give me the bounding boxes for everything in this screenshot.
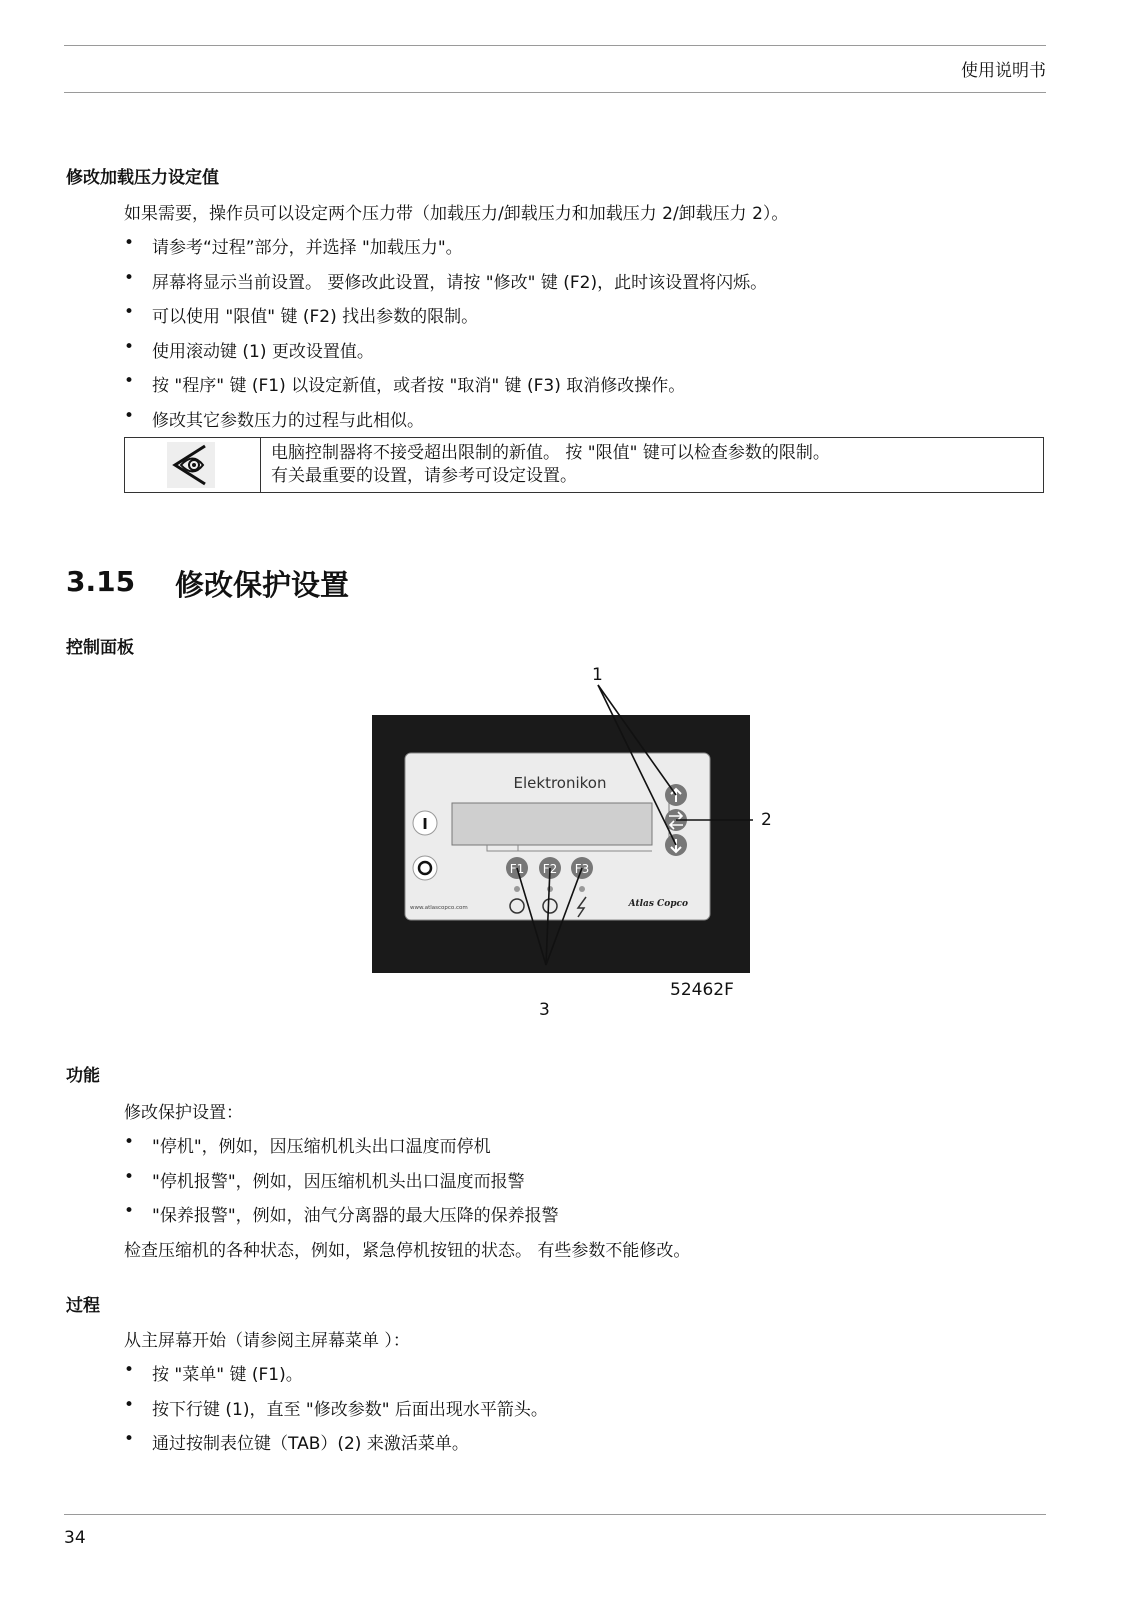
- list-item: • "停机"，例如，因压缩机机头出口温度而停机: [124, 1132, 559, 1167]
- list-item: • 修改其它参数压力的过程与此相似。: [124, 406, 767, 441]
- start-button-label: I: [422, 815, 428, 833]
- function-key-f1-label: F1: [509, 862, 525, 876]
- callout-1: 1: [592, 665, 603, 685]
- note-line-1: 电脑控制器将不接受超出限制的新值。 按 "限值" 键可以检查参数的限制。: [271, 443, 830, 463]
- website-label: www.atlascopco.com: [410, 905, 468, 911]
- callout-3: 3: [539, 1000, 550, 1020]
- list-item: • 按 "菜单" 键 (F1)。: [124, 1360, 548, 1395]
- load-section-list: [124, 233, 767, 440]
- control-panel-illustration: [360, 665, 780, 1025]
- load-section-intro: 如果需要，操作员可以设定两个压力带（加载压力/卸载压力和加载压力 2/卸载压力 2）。: [124, 204, 789, 224]
- display-screen: [452, 803, 652, 845]
- callout-2: 2: [761, 810, 772, 830]
- control-panel-figure: [360, 665, 780, 1025]
- function-outro: 检查压缩机的各种状态，例如，紧急停机按钮的状态。 有些参数不能修改。: [124, 1241, 691, 1261]
- control-panel-heading: 控制面板: [66, 638, 134, 658]
- process-intro: 从主屏幕开始（请参阅主屏幕菜单 ）：: [124, 1331, 410, 1351]
- list-item: • "保养报警"，例如，油气分离器的最大压降的保养报警: [124, 1201, 559, 1236]
- function-intro: 修改保护设置：: [124, 1103, 243, 1123]
- process-heading: 过程: [66, 1296, 100, 1316]
- function-heading: 功能: [66, 1066, 100, 1086]
- list-item: • 使用滚动键 (1) 更改设置值。: [124, 337, 767, 372]
- process-list: [124, 1360, 548, 1464]
- stop-button: [413, 856, 437, 880]
- function-list: [124, 1132, 559, 1236]
- document-title: 使用说明书: [961, 61, 1046, 81]
- note-line-2: 有关最重要的设置，请参考可设定设置。: [271, 466, 577, 486]
- note-box: [124, 437, 1044, 493]
- note-text: [271, 442, 830, 488]
- figure-code: 52462F: [670, 980, 734, 1000]
- load-section-heading: 修改加载压力设定值: [66, 168, 219, 188]
- function-key-f2-label: F2: [542, 862, 558, 876]
- list-item: • 按 "程序" 键 (F1) 以设定新值，或者按 "取消" 键 (F3) 取消修改操作。: [124, 371, 767, 406]
- atlas-copco-logo: Atlas Copco: [628, 899, 688, 909]
- list-item: • 请参考“过程”部分，并选择 "加载压力"。: [124, 233, 767, 268]
- function-key-f3-label: F3: [574, 862, 590, 876]
- header-rule-bottom: [64, 92, 1046, 93]
- brand-label: Elektronikon: [513, 774, 607, 792]
- list-item: • 可以使用 "限值" 键 (F2) 找出参数的限制。: [124, 302, 767, 337]
- list-item: • 按下行键 (1)，直至 "修改参数" 后面出现水平箭头。: [124, 1395, 548, 1430]
- eye-warning-icon: [167, 442, 215, 488]
- list-item: • 屏幕将显示当前设置。 要修改此设置，请按 "修改" 键 (F2)，此时该设置将闪烁。: [124, 268, 767, 303]
- list-item: • "停机报警"，例如，因压缩机机头出口温度而报警: [124, 1167, 559, 1202]
- note-icon-cell: [125, 438, 261, 492]
- footer-rule: [64, 1514, 1046, 1515]
- header-rule-top: [64, 45, 1046, 46]
- list-item: • 通过按制表位键（TAB）(2) 来激活菜单。: [124, 1429, 548, 1464]
- page-number: 34: [64, 1528, 86, 1548]
- section-number: 3.15: [66, 565, 136, 598]
- section-title: 修改保护设置: [175, 568, 350, 602]
